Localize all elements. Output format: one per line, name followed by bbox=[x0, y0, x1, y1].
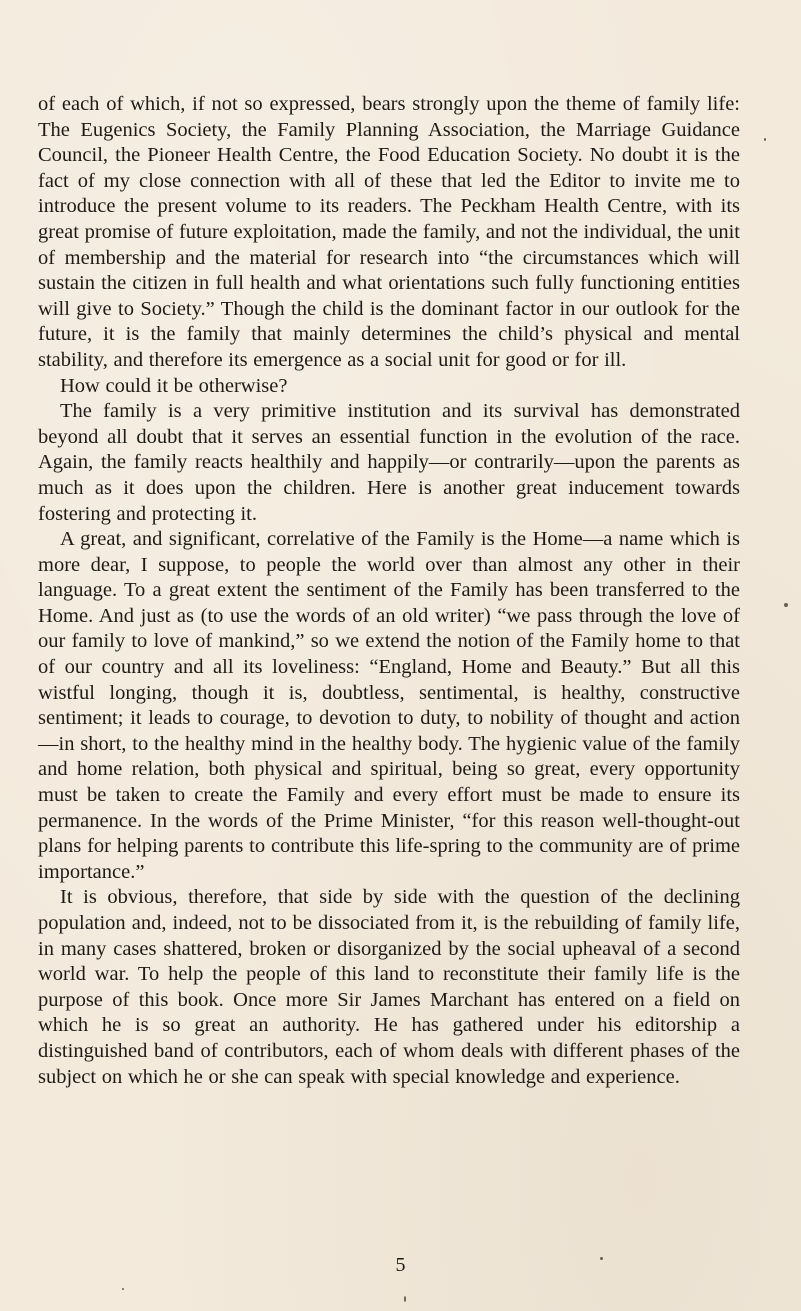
body-text bbox=[38, 92, 740, 1090]
paragraph-5: It is obvious, therefore, that side by side with the question of the declining population and, indeed, not to be dissociated from it, is the rebuilding of family life, in many cases shattered, broken or disorganized by the social upheaval of a second world war. To help the people of this land to reconstitute their family life is the purpose of this book. Once more Sir James Marchant has entered on a field on which he is so great an authority. He has gathered under his editorship a distinguished band of contributors, each of whom deals with different phases of the subject on which he or she can speak with special knowledge and experience. bbox=[38, 886, 740, 1088]
paragraph-2: How could it be otherwise? bbox=[60, 374, 288, 397]
paragraph-1: of each of which, if not so expressed, bears strongly upon the theme of family life: The Eugenics Society, the Family Planning Association, the Marriage Guidance Council, the Pioneer Health Centre, the Food Education Society. No doubt it is the fact of my close connection with all of these that led the Editor to invite me to introduce the present volume to its readers. The Peckham Health Centre, with its great promise of future exploitation, made the family, and not the individual, the unit of membership and the material for research into “the circumstances which will sustain the citizen in full health and what orientations such fully functioning entities will give to Society.” Though the child is the dominant factor in our outlook for the future, it is the family that mainly determines the child’s physical and mental stability, and therefore its emergence as a social unit for good or for ill. bbox=[38, 93, 740, 371]
paper-speck bbox=[600, 1257, 603, 1260]
paragraph-4: A great, and significant, correlative of the Family is the Home—a name which is more dear, I suppose, to people the world over than almost any other in their language. To a great extent the sentiment of the Family has been transferred to the Home. And just as (to use the words of an old writer) “we pass through the love of our family to love of mankind,” so we extend the notion of the Family home to that of our country and all its loveliness: “England, Home and Beauty.” But all this wistful longing, though it is, doubtless, sentimental, is healthy, constructive sentiment; it leads to courage, to devotion to duty, to nobility of thought and action—in short, to the healthy mind in the healthy body. The hygienic value of the family and home relation, both physical and spiritual, being so great, every opportunity must be taken to create the Family and every effort must be made to ensure its permanence. In the words of the Prime Minister, “for this reason well-thought-out plans for helping parents to contribute this life-spring to the community are of prime importance.” bbox=[38, 528, 740, 883]
page-number: 5 bbox=[395, 1254, 406, 1276]
paper-speck bbox=[764, 138, 766, 141]
paper-speck bbox=[122, 1288, 124, 1290]
paper-speck bbox=[784, 603, 788, 607]
paper-speck bbox=[404, 1296, 406, 1302]
paragraph-3: The family is a very primitive institution and its survival has demonstrated beyond all doubt that it serves an essential function in the evolution of the race. Again, the family reacts healthily and happily—or contrarily—upon the parents as much as it does upon the children. Here is another great inducement towards fostering and protecting it. bbox=[38, 400, 740, 525]
